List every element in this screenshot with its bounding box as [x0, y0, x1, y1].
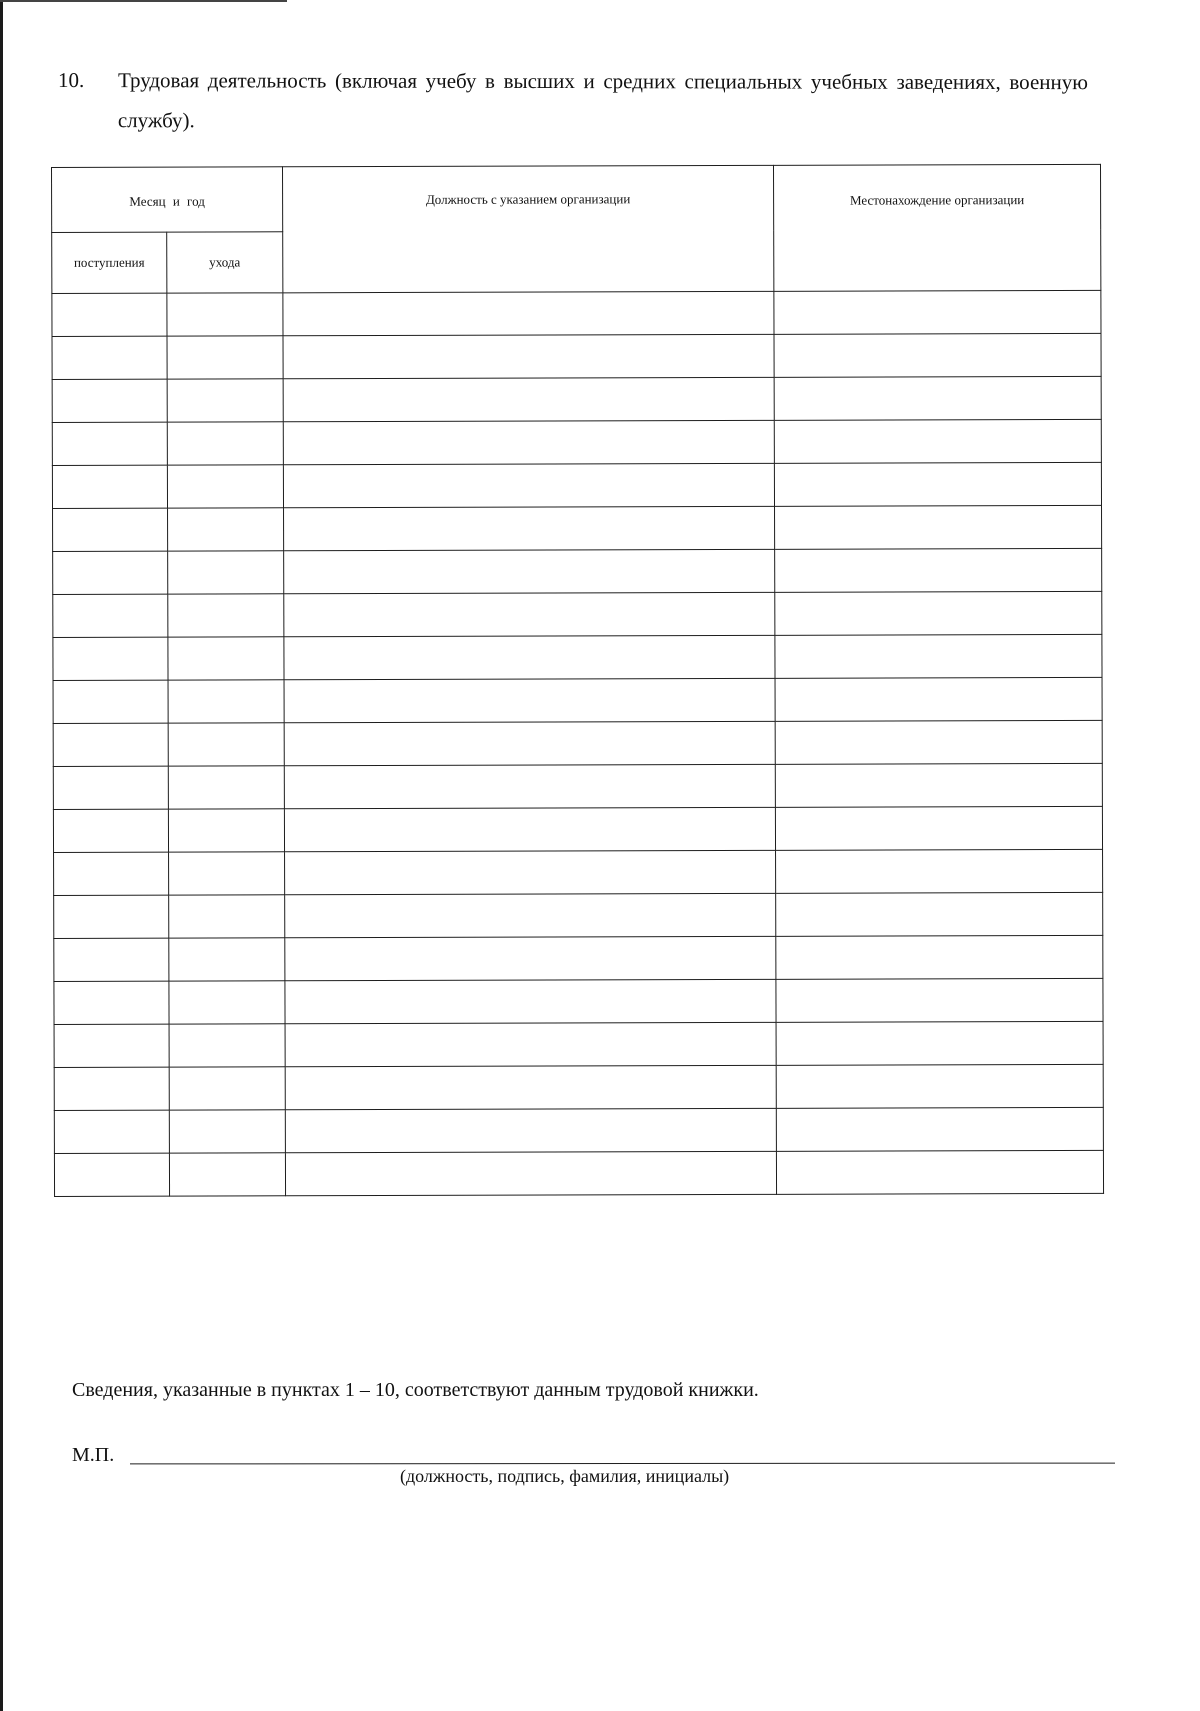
- section-heading: [58, 60, 1088, 142]
- location-cell[interactable]: [775, 548, 1102, 592]
- position-cell[interactable]: [285, 893, 776, 937]
- table-row: [52, 419, 1101, 465]
- position-cell[interactable]: [283, 377, 774, 421]
- position-cell[interactable]: [284, 635, 775, 679]
- table-row: [54, 1150, 1103, 1196]
- position-cell[interactable]: [284, 721, 775, 765]
- exit-date-cell[interactable]: [167, 293, 283, 336]
- table-row: [52, 462, 1101, 508]
- table-row: [53, 720, 1102, 766]
- exit-date-cell[interactable]: [169, 1024, 285, 1067]
- exit-date-header: ухода: [167, 232, 283, 293]
- entry-date-cell[interactable]: [52, 293, 167, 336]
- exit-date-cell[interactable]: [169, 895, 285, 938]
- location-cell[interactable]: [776, 849, 1103, 893]
- entry-date-cell[interactable]: [53, 723, 168, 766]
- signature-caption: (должность, подпись, фамилия, инициалы): [400, 1466, 730, 1486]
- position-cell[interactable]: [285, 850, 776, 894]
- location-cell[interactable]: [776, 978, 1103, 1022]
- location-cell[interactable]: [775, 591, 1102, 635]
- location-cell[interactable]: [776, 1064, 1103, 1108]
- location-cell[interactable]: [776, 1150, 1103, 1194]
- table-row: [53, 806, 1102, 852]
- position-cell[interactable]: [285, 979, 776, 1023]
- position-cell[interactable]: [283, 291, 774, 335]
- exit-date-cell[interactable]: [169, 981, 285, 1024]
- exit-date-cell[interactable]: [168, 551, 284, 594]
- position-header: Должность с указанием организации: [283, 165, 774, 292]
- exit-date-cell[interactable]: [169, 938, 285, 981]
- entry-date-cell[interactable]: [52, 465, 167, 508]
- entry-date-cell[interactable]: [54, 1110, 169, 1153]
- table-row: [54, 849, 1103, 895]
- entry-date-header: поступления: [52, 232, 167, 293]
- table-row: [52, 333, 1101, 379]
- location-cell[interactable]: [774, 419, 1101, 463]
- entry-date-cell[interactable]: [53, 766, 168, 809]
- entry-date-cell[interactable]: [53, 594, 168, 637]
- table-row: [54, 935, 1103, 981]
- exit-date-cell[interactable]: [169, 1110, 285, 1153]
- location-cell[interactable]: [775, 763, 1102, 807]
- entry-date-cell[interactable]: [54, 938, 169, 981]
- location-cell[interactable]: [774, 462, 1101, 506]
- exit-date-cell[interactable]: [169, 852, 285, 895]
- employment-history-table: [51, 164, 1104, 1197]
- table-row: [53, 548, 1102, 594]
- position-cell[interactable]: [285, 936, 776, 980]
- table-row: [54, 1021, 1103, 1067]
- exit-date-cell[interactable]: [168, 594, 284, 637]
- table-row: [54, 978, 1103, 1024]
- exit-date-cell[interactable]: [168, 809, 284, 852]
- position-cell[interactable]: [284, 807, 775, 851]
- exit-date-cell[interactable]: [167, 336, 283, 379]
- month-year-header: Месяц и год: [52, 167, 283, 233]
- position-cell[interactable]: [285, 1065, 776, 1109]
- table-row: [54, 892, 1103, 938]
- entry-date-cell[interactable]: [53, 637, 168, 680]
- location-header: Местонахождение организации: [773, 164, 1100, 291]
- position-cell[interactable]: [284, 764, 775, 808]
- stamp-label: М.П.: [72, 1444, 115, 1466]
- location-cell[interactable]: [776, 892, 1103, 936]
- location-cell[interactable]: [775, 677, 1102, 721]
- exit-date-cell[interactable]: [169, 1067, 285, 1110]
- position-cell[interactable]: [285, 1022, 776, 1066]
- position-cell[interactable]: [284, 592, 775, 636]
- exit-date-cell[interactable]: [168, 508, 284, 551]
- table-row: [52, 376, 1101, 422]
- table-row: [53, 677, 1102, 723]
- location-cell[interactable]: [775, 505, 1102, 549]
- entry-date-cell[interactable]: [52, 379, 167, 422]
- position-cell[interactable]: [283, 334, 774, 378]
- entry-date-cell[interactable]: [53, 508, 168, 551]
- entry-date-cell[interactable]: [53, 809, 168, 852]
- position-cell[interactable]: [283, 420, 774, 464]
- location-cell[interactable]: [776, 1107, 1103, 1151]
- position-cell[interactable]: [283, 463, 774, 507]
- table-row: [53, 505, 1102, 551]
- table-row: [52, 290, 1101, 336]
- scan-top-edge: [0, 0, 287, 2]
- section-number: 10.: [57, 67, 85, 93]
- exit-date-cell[interactable]: [168, 680, 284, 723]
- entry-date-cell[interactable]: [54, 1067, 169, 1110]
- exit-date-cell[interactable]: [169, 1153, 285, 1196]
- position-cell[interactable]: [284, 678, 775, 722]
- entry-date-cell[interactable]: [54, 1024, 169, 1067]
- entry-date-cell[interactable]: [54, 895, 169, 938]
- location-cell[interactable]: [774, 376, 1101, 420]
- location-cell[interactable]: [775, 720, 1102, 764]
- position-cell[interactable]: [284, 506, 775, 550]
- location-cell[interactable]: [775, 806, 1102, 850]
- position-cell[interactable]: [284, 549, 775, 593]
- table-row: [54, 1064, 1103, 1110]
- scan-page-edge: [0, 0, 3, 1711]
- entry-date-cell[interactable]: [52, 336, 167, 379]
- exit-date-cell[interactable]: [167, 422, 283, 465]
- location-cell[interactable]: [774, 290, 1101, 334]
- exit-date-cell[interactable]: [168, 637, 284, 680]
- position-cell[interactable]: [285, 1151, 776, 1195]
- location-cell[interactable]: [776, 1021, 1103, 1065]
- table-row: [54, 1107, 1103, 1153]
- entry-date-cell[interactable]: [54, 981, 169, 1024]
- entry-date-cell[interactable]: [53, 551, 168, 594]
- exit-date-cell[interactable]: [167, 465, 283, 508]
- table-header-row: [52, 164, 1101, 232]
- location-cell[interactable]: [775, 634, 1102, 678]
- section-title: Трудовая деятельность (включая учебу в высших и средних специальных учебных заведениях, военную службу).: [117, 68, 1088, 133]
- table-row: [53, 763, 1102, 809]
- table-row: [53, 634, 1102, 680]
- table-row: [53, 591, 1102, 637]
- exit-date-cell[interactable]: [168, 723, 284, 766]
- entry-date-cell[interactable]: [52, 422, 167, 465]
- exit-date-cell[interactable]: [168, 766, 284, 809]
- location-cell[interactable]: [776, 935, 1103, 979]
- employment-table-container: [51, 164, 1103, 1197]
- position-cell[interactable]: [285, 1108, 776, 1152]
- exit-date-cell[interactable]: [167, 379, 283, 422]
- certification-statement: Сведения, указанные в пунктах 1 – 10, соответствуют данным трудовой книжки.: [72, 1379, 759, 1401]
- entry-date-cell[interactable]: [54, 1153, 169, 1196]
- location-cell[interactable]: [774, 333, 1101, 377]
- entry-date-cell[interactable]: [53, 680, 168, 723]
- entry-date-cell[interactable]: [54, 852, 169, 895]
